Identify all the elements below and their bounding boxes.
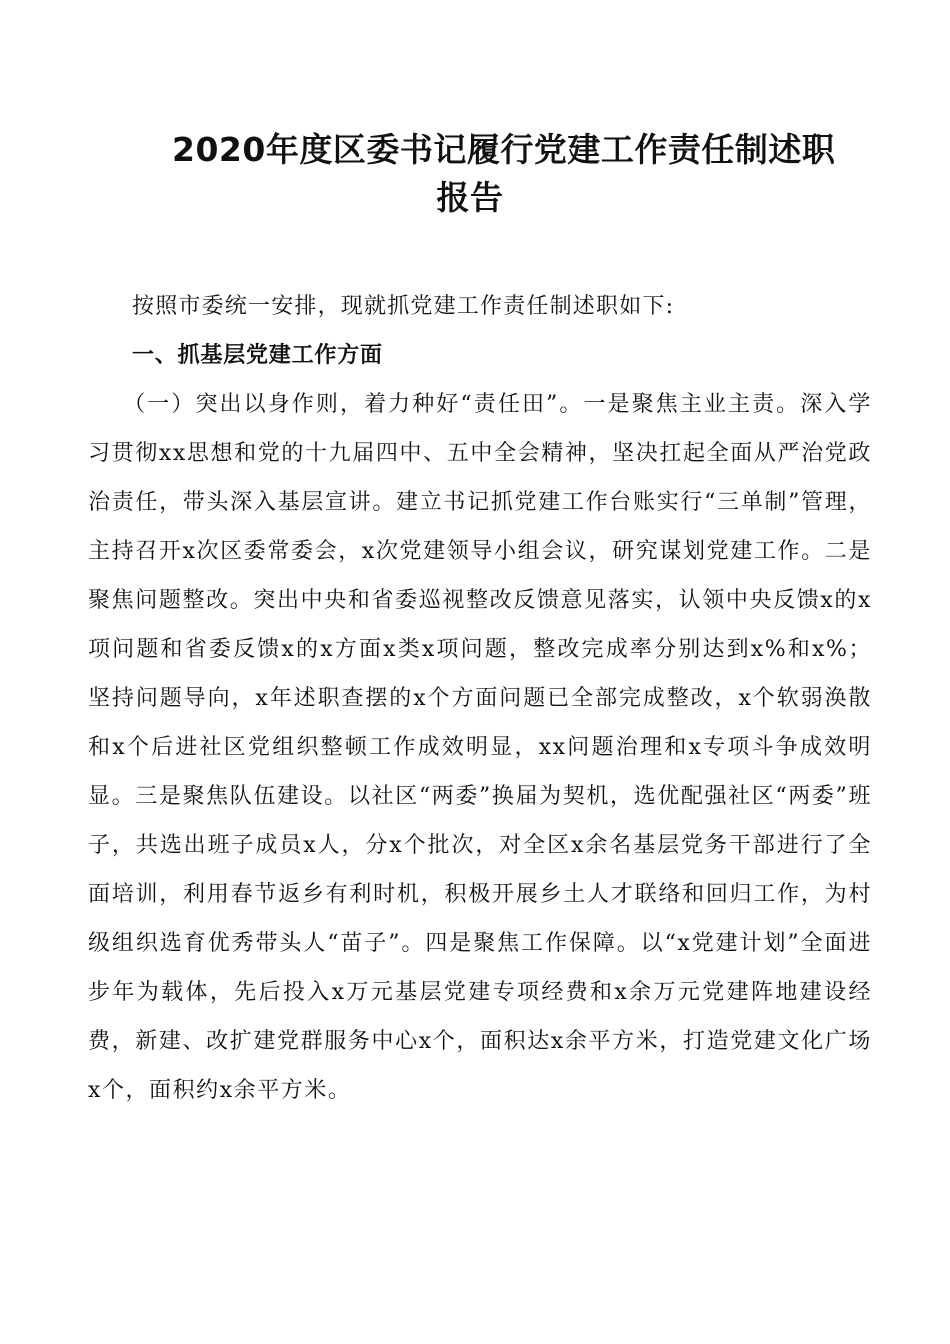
intro-paragraph: 按照市委统一安排，现就抓党建工作责任制述职如下: — [132, 294, 675, 319]
document-title-line-2: 报告 — [436, 178, 504, 217]
document-title-line-1: 2020年度区委书记履行党建工作责任制述职 — [172, 130, 836, 169]
document-title — [90, 126, 860, 222]
document-body — [88, 282, 872, 1115]
body-paragraph: （一）突出以身作则，着力种好“责任田”。一是聚焦主业主责。深入学习贯彻xx思想和党的十九届四中、五中全会精神，坚决扛起全面从严治党政治责任，带头深入基层宣讲。建立书记抓党建工作台账实行“三单制”管理，主持召开x次区委常委会，x次党建领导小组会议，研究谋划党建工作。二是聚焦问题整改。突出中央和省委巡视整改反馈意见落实，认领中央反馈x的x项问题和省委反馈x的x方面x类x项问题，整改完成率分别达到x%和x%；坚持问题导向，x年述职查摆的x个方面问题已全部完成整改，x个软弱涣散和x个后进社区党组织整顿工作成效明显，xx问题治理和x专项斗争成效明显。三是聚焦队伍建设。以社区“两委”换届为契机，选优配强社区“两委”班子，共选出班子成员x人，分x个批次，对全区x余名基层党务干部进行了全面培训，利用春节返乡有利时机，积极开展乡土人才联络和回归工作，为村级组织选育优秀带头人“苗子”。四是聚焦工作保障。以“x党建计划”全面进步年为载体，先后投入x万元基层党建专项经费和x余万元党建阵地建设经费，新建、改扩建党群服务中心x个，面积达x余平方米，打造党建文化广场x个，面积约x余平方米。 — [88, 392, 872, 1103]
section-heading: 一、抓基层党建工作方面 — [132, 343, 383, 368]
